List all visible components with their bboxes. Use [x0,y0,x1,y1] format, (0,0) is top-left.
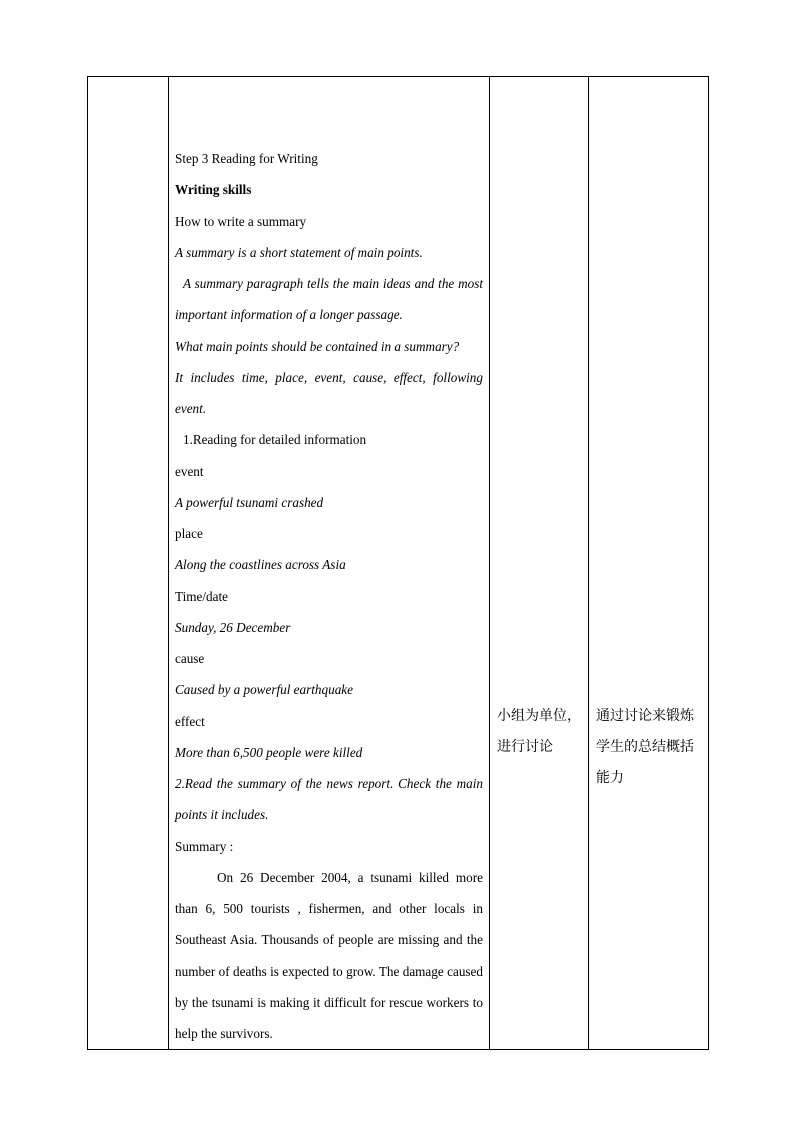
lesson-content [169,77,489,1049]
text-paragraph: It includes time, place, event, cause, effect, following event. [175,369,483,416]
text-paragraph: 2.Read the summary of the news report. Check the main points it includes. [175,776,483,823]
section-title: Writing skills [175,182,252,198]
label-line: Summary : [175,838,234,854]
label-line: effect [175,713,205,729]
label-line: Time/date [175,588,228,604]
text-line: Sunday, 26 December [175,619,291,635]
text-paragraph: A summary paragraph tells the main ideas and the most important information of a longer passage. [175,276,483,323]
activity-cell [490,77,589,1050]
text-line: How to write a summary [175,213,307,229]
step-heading: Step 3 Reading for Writing [175,151,318,166]
text-line: Caused by a powerful earthquake [175,682,354,698]
text-line: More than 6,500 people were killed [175,744,363,760]
text-line: Along the coastlines across Asia [175,557,346,573]
lesson-content-cell [169,77,490,1050]
lesson-plan-table [87,76,709,1050]
empty-cell [88,77,169,1050]
text-line: 能力 [596,770,624,786]
purpose-text [589,77,708,794]
text-line: 小组为单位， [497,708,581,724]
label-line: place [175,526,203,541]
text-line: A powerful tsunami crashed [175,494,324,510]
purpose-cell [589,77,709,1050]
label-line: cause [175,651,205,666]
label-line: event [175,463,204,479]
text-line: A summary is a short statement of main points. [175,244,423,260]
subheading: 1.Reading for detailed information [183,432,367,448]
table-row [88,77,709,1050]
text-line: 进行讨论 [497,739,553,755]
text-line: What main points should be contained in a summary? [175,338,460,354]
activity-text [490,77,588,763]
summary-paragraph: On 26 December 2004, a tsunami killed more than 6, 500 tourists , fishermen, and other locals in Southeast Asia. Thousands of people are missing and the number of deaths is expected to grow. The damage caused by the tsunami is making it difficult for rescue workers to help the survivors. [175,869,483,1041]
text-line: 通过讨论来锻炼 [596,708,694,724]
text-line: 学生的总结概括 [596,739,694,755]
